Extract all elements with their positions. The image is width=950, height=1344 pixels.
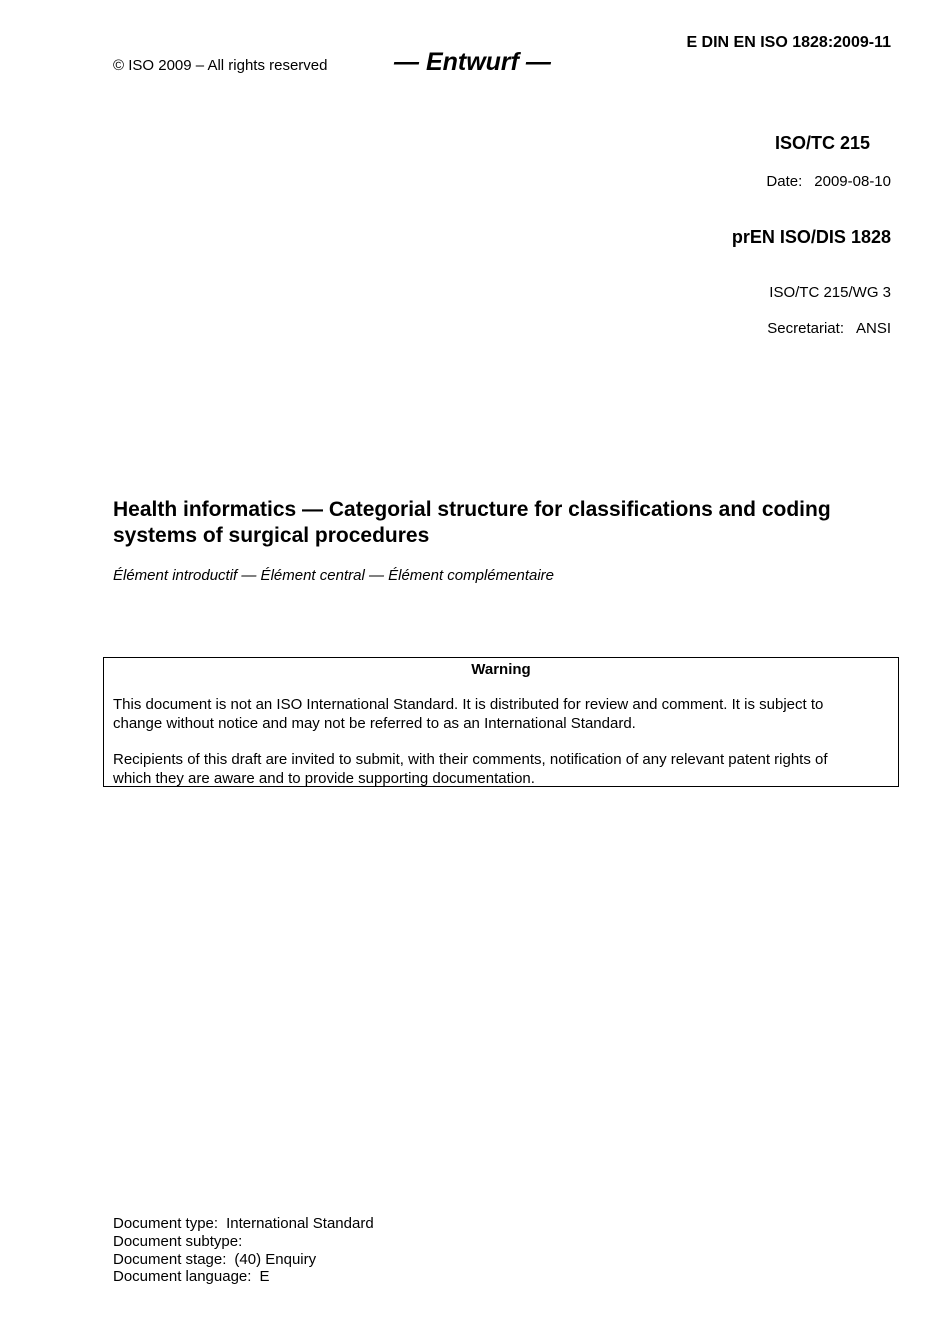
- working-group: ISO/TC 215/WG 3: [769, 284, 891, 301]
- secretariat-line: [767, 320, 891, 337]
- date-line: [766, 173, 891, 190]
- warning-paragraph-1-line-1: This document is not an ISO International Standard. It is distributed for review and comment. It is subject to: [113, 696, 824, 713]
- draft-mark: — Entwurf —: [394, 48, 551, 76]
- date-value: 2009-08-10: [814, 173, 891, 190]
- meta-language-label: Document language:: [113, 1268, 252, 1286]
- warning-box: [103, 657, 899, 787]
- meta-type-value: International Standard: [226, 1215, 374, 1232]
- document-meta: [113, 1215, 374, 1286]
- warning-paragraph-2: [113, 751, 893, 788]
- document-id: E DIN EN ISO 1828:2009-11: [686, 34, 891, 51]
- secretariat-value: ANSI: [855, 320, 891, 337]
- date-label: Date:: [766, 173, 803, 190]
- warning-paragraph-1: [113, 696, 893, 733]
- meta-language-row: [113, 1268, 374, 1286]
- title-line-2: systems of surgical procedures: [113, 524, 430, 547]
- copyright-notice: © ISO 2009 – All rights reserved: [113, 57, 328, 74]
- warning-heading: Warning: [471, 661, 531, 678]
- document-title: [113, 497, 903, 549]
- meta-type-label: Document type:: [113, 1215, 219, 1232]
- standard-reference: prEN ISO/DIS 1828: [731, 227, 891, 247]
- warning-paragraph-1-line-2: change without notice and may not be referred to as an International Standard.: [113, 714, 636, 732]
- meta-subtype-row: [113, 1233, 374, 1251]
- meta-stage-label: Document stage:: [113, 1250, 227, 1268]
- meta-language-value: E: [259, 1268, 270, 1286]
- meta-stage-value: (40) Enquiry: [234, 1250, 317, 1268]
- document-subtitle: Élément introductif — Élément central — Élément complémentaire: [113, 567, 555, 584]
- warning-paragraph-2-line-1: Recipients of this draft are invited to submit, with their comments, notification of any relevant patent rights of: [113, 751, 828, 768]
- secretariat-label: Secretariat:: [767, 320, 844, 337]
- committee-name: ISO/TC 215: [774, 133, 870, 153]
- meta-type-row: [113, 1215, 374, 1233]
- warning-paragraph-2-line-2: which they are aware and to provide supporting documentation.: [113, 769, 535, 787]
- meta-stage-row: [113, 1251, 374, 1269]
- meta-subtype-label: Document subtype:: [113, 1232, 243, 1250]
- title-line-1: Health informatics — Categorial structure for classifications and coding: [113, 498, 831, 521]
